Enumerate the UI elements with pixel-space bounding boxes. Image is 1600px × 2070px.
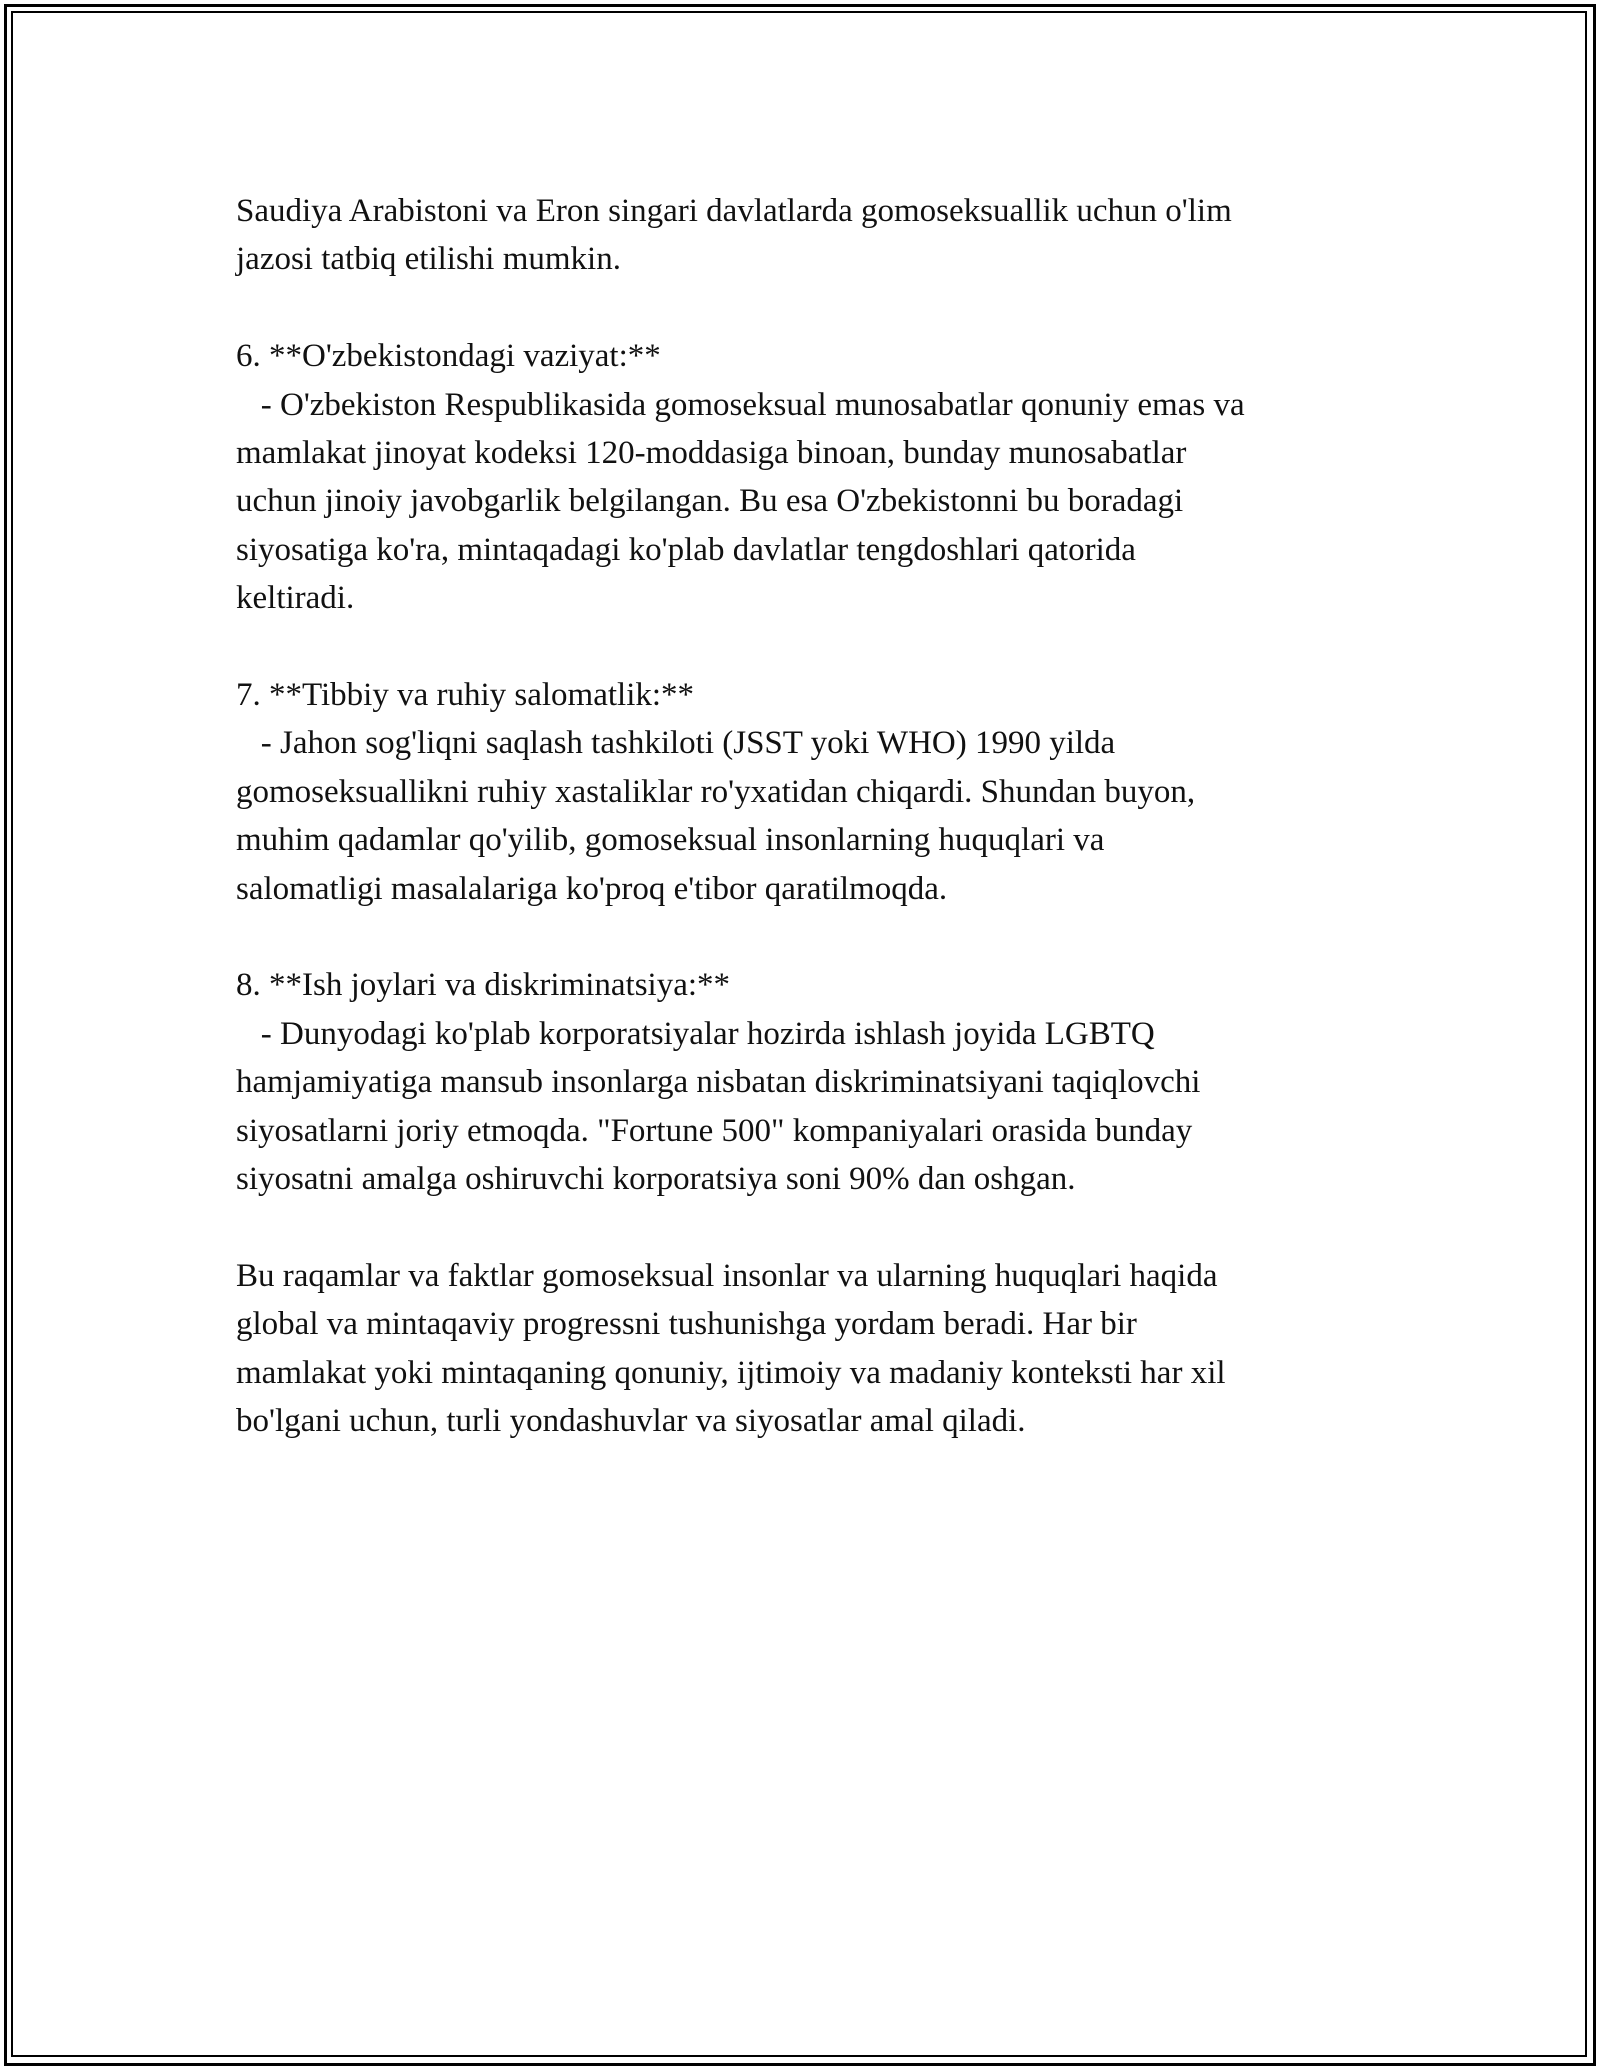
text-line: keltiradi. [236, 580, 355, 617]
text-line: siyosatni amalga oshiruvchi korporatsiya soni 90% dan oshgan. [236, 1161, 1076, 1198]
intro-paragraph [236, 187, 1396, 284]
text-line: Bu raqamlar va faktlar gomoseksual insonlar va ularning huquqlari haqida [236, 1257, 1218, 1294]
text-line: - Dunyodagi ko'plab korporatsiyalar hozirda ishlash joyida LGBTQ [236, 1015, 1155, 1052]
text-line: - Jahon sog'liqni saqlash tashkiloti (JSST yoki WHO) 1990 yilda [236, 725, 1116, 762]
paragraph-gap [236, 284, 1396, 332]
text-line: jazosi tatbiq etilishi mumkin. [236, 241, 621, 278]
section-heading: 8. **Ish joylari va diskriminatsiya:** [236, 967, 731, 1004]
paragraph-gap [236, 1203, 1396, 1251]
text-line: siyosatiga ko'ra, mintaqadagi ko'plab davlatlar tengdoshlari qatorida [236, 531, 1136, 568]
conclusion-paragraph [236, 1252, 1396, 1446]
text-line: bo'lgani uchun, turli yondashuvlar va siyosatlar amal qiladi. [236, 1403, 1026, 1440]
text-line: uchun jinoiy javobgarlik belgilangan. Bu esa O'zbekistonni bu boradagi [236, 483, 1184, 520]
text-line: gomoseksuallikni ruhiy xastaliklar ro'yxatidan chiqardi. Shundan buyon, [236, 773, 1196, 810]
text-line: muhim qadamlar qo'yilib, gomoseksual insonlarning huquqlari va [236, 822, 1105, 859]
section-heading: 7. **Tibbiy va ruhiy salomatlik:** [236, 677, 695, 714]
text-line: Saudiya Arabistoni va Eron singari davlatlarda gomoseksuallik uchun o'lim [236, 193, 1232, 229]
section-heading: 6. **O'zbekistondagi vaziyat:** [236, 338, 661, 375]
paragraph-gap [236, 913, 1396, 961]
text-line: salomatligi masalalariga ko'proq e'tibor qaratilmoqda. [236, 870, 948, 907]
text-line: mamlakat jinoyat kodeksi 120-moddasiga binoan, bunday munosabatlar [236, 435, 1187, 472]
text-line: global va mintaqaviy progressni tushunishga yordam beradi. Har bir [236, 1306, 1137, 1343]
text-line: - O'zbekiston Respublikasida gomoseksual munosabatlar qonuniy emas va [236, 386, 1245, 423]
document-body [236, 187, 1396, 1446]
paragraph-gap [236, 623, 1396, 671]
section-6 [236, 332, 1396, 622]
text-line: mamlakat yoki mintaqaning qonuniy, ijtimoiy va madaniy konteksti har xil [236, 1354, 1226, 1391]
section-8 [236, 961, 1396, 1203]
text-line: hamjamiyatiga mansub insonlarga nisbatan diskriminatsiyani taqiqlovchi [236, 1064, 1201, 1101]
section-7 [236, 671, 1396, 913]
text-line: siyosatlarni joriy etmoqda. "Fortune 500" kompaniyalari orasida bunday [236, 1112, 1193, 1149]
